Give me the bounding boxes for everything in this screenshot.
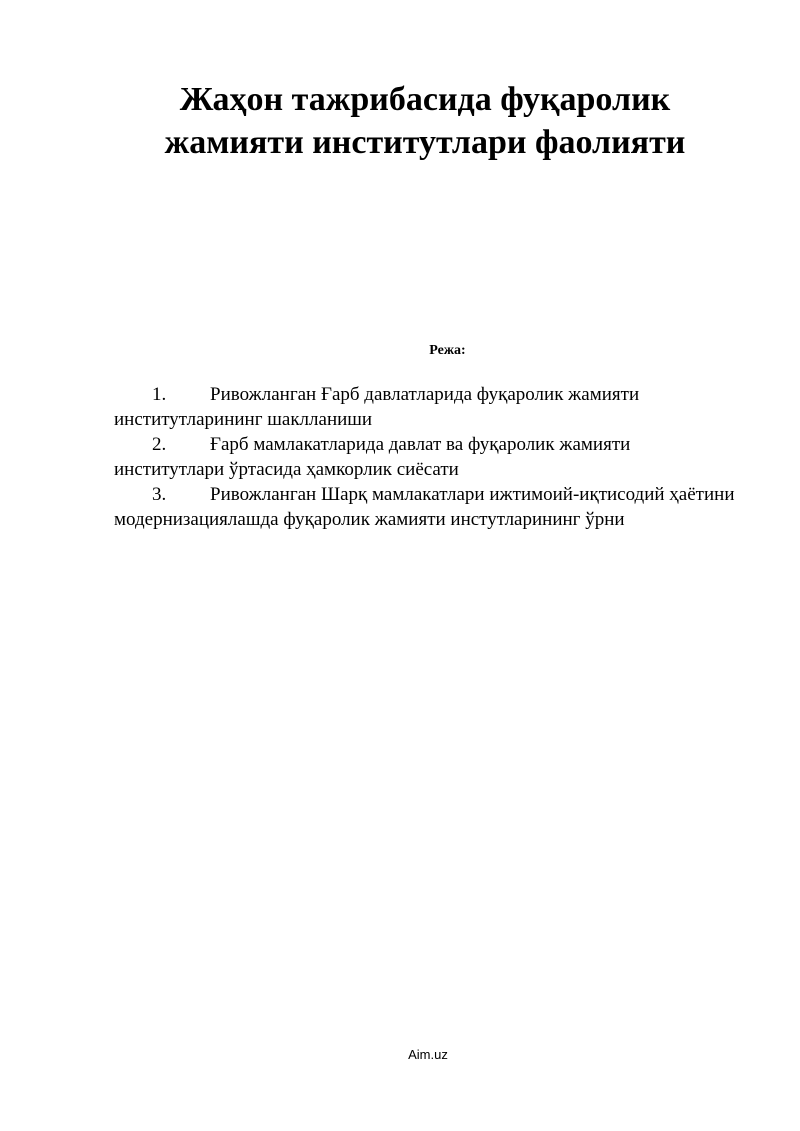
plan-item [114, 382, 744, 432]
plan-list [114, 382, 744, 532]
plan-item [114, 432, 744, 482]
plan-item-text: Ривожланган Шарқ мамлакатлари ижтимоий-иқтисодий ҳаётини модернизациялашда фуқаролик жамияти инстутларининг ўрни [114, 484, 735, 530]
plan-item-text: Ғарб мамлакатларида давлат ва фуқаролик жамияти институтлари ўртасида ҳамкорлик сиёсати [114, 434, 631, 480]
plan-item-number: 1. [152, 384, 167, 405]
plan-heading: Режа: [429, 343, 466, 358]
document-title-line-2: жамияти институтлари фаолияти [164, 124, 686, 161]
document-title-line-1: Жаҳон тажрибасида фуқаролик [179, 81, 671, 118]
document-title [120, 78, 730, 164]
plan-item [114, 482, 744, 532]
footer-source-link[interactable]: Aim.uz [408, 1047, 448, 1062]
plan-item-number: 2. [152, 434, 167, 455]
plan-item-text: Ривожланган Ғарб давлатларида фуқаролик жамияти институтларининг шаклланиши [114, 384, 640, 430]
plan-item-number: 3. [152, 484, 167, 505]
